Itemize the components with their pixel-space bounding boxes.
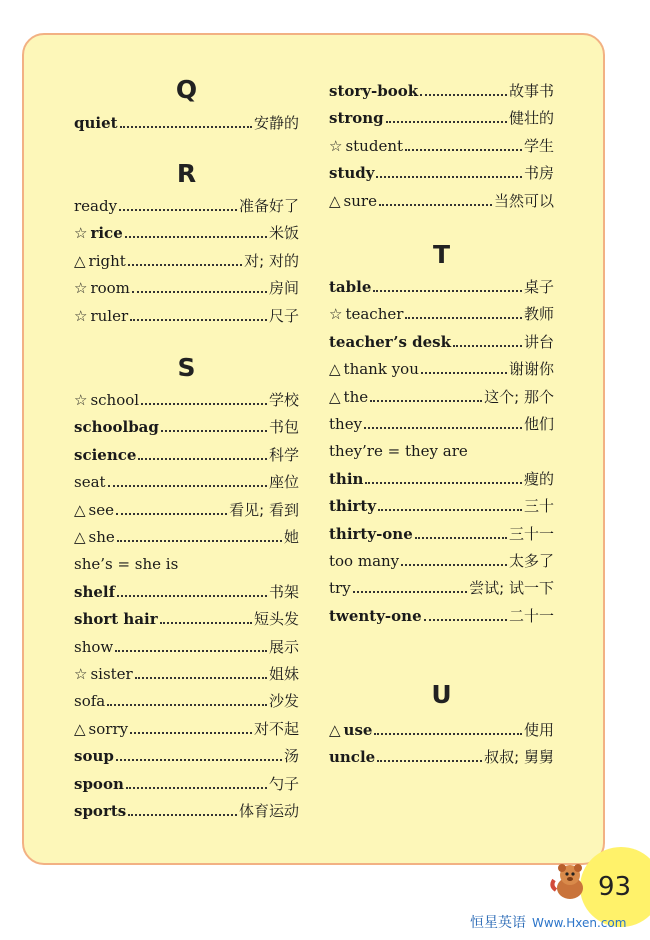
glossary-entry	[329, 602, 554, 626]
triangle-marker-icon: △	[74, 251, 86, 270]
entry-meaning: 当然可以	[493, 191, 554, 210]
glossary-entry	[329, 520, 554, 544]
dot-leader	[138, 458, 267, 460]
entry-word: ready	[74, 197, 118, 215]
dot-leader	[128, 814, 237, 816]
entry-word: short hair	[74, 610, 158, 629]
entry-meaning: 故事书	[508, 82, 554, 100]
section-letter: U	[431, 680, 452, 709]
entry-meaning: 桌子	[523, 278, 554, 296]
entry-meaning: 姐妹	[268, 665, 299, 683]
glossary-entry	[74, 413, 299, 437]
dot-leader	[353, 591, 467, 593]
entry-meaning: 准备好了	[238, 197, 299, 215]
entry-word: science	[74, 445, 137, 464]
entry-word: show	[74, 637, 114, 656]
entry-word: story-book	[329, 82, 419, 100]
section-letter: S	[177, 353, 196, 382]
entry-word: thin	[329, 469, 364, 488]
entry-word: quiet	[74, 114, 118, 132]
glossary-entry	[74, 109, 299, 133]
glossary-entry	[329, 743, 554, 767]
entry-word: table	[329, 278, 372, 296]
entry-word: school	[90, 391, 140, 409]
glossary-entry	[74, 797, 299, 821]
glossary-entry	[74, 302, 299, 326]
glossary-entry	[74, 550, 299, 574]
entry-meaning: 叔叔; 舅舅	[484, 748, 554, 767]
dot-leader	[128, 264, 242, 266]
entry-meaning: 这个; 那个	[484, 387, 554, 406]
triangle-marker-icon: △	[329, 387, 341, 406]
entry-meaning: 汤	[283, 747, 299, 766]
entry-meaning: 体育运动	[238, 802, 299, 820]
entry-word: teacher	[345, 305, 404, 324]
dot-leader	[120, 126, 252, 128]
glossary-panel	[22, 33, 605, 865]
glossary-entry	[329, 104, 554, 128]
dot-leader	[405, 149, 522, 151]
entry-meaning: 健壮的	[508, 109, 554, 128]
entry-meaning: 她	[283, 528, 299, 546]
entry-word: sure	[343, 191, 377, 210]
entry-meaning: 太多了	[508, 552, 554, 570]
entry-meaning: 讲台	[523, 332, 554, 351]
glossary-entry	[329, 383, 554, 407]
triangle-marker-icon: △	[74, 500, 86, 519]
entry-word: study	[329, 164, 375, 183]
glossary-entry	[74, 386, 299, 410]
glossary-entry	[74, 660, 299, 684]
dot-leader	[135, 677, 267, 679]
entry-meaning: 学生	[523, 136, 554, 155]
entry-word: use	[343, 721, 373, 739]
dot-leader	[130, 732, 252, 734]
entry-word: rice	[90, 224, 123, 243]
dot-leader	[415, 537, 507, 539]
dot-leader	[378, 509, 522, 511]
entry-word: they	[329, 415, 363, 433]
dot-leader	[125, 236, 267, 238]
star-marker-icon: ☆	[329, 305, 343, 324]
dot-leader	[141, 403, 267, 405]
entry-word: they’re = they are	[329, 442, 468, 461]
entry-meaning: 书架	[268, 582, 299, 601]
dot-leader	[374, 733, 522, 735]
star-marker-icon: ☆	[74, 665, 88, 683]
dot-leader	[379, 204, 492, 206]
glossary-entry	[329, 465, 554, 489]
entry-word: uncle	[329, 748, 376, 767]
glossary-entry	[329, 328, 554, 352]
glossary-entry	[74, 742, 299, 766]
glossary-entry	[329, 187, 554, 211]
section-letter: T	[432, 240, 451, 269]
entry-word: twenty-one	[329, 606, 422, 625]
entry-meaning: 他们	[523, 415, 554, 433]
entry-meaning: 二十一	[508, 606, 554, 625]
glossary-entry	[329, 300, 554, 324]
triangle-marker-icon: △	[74, 528, 86, 546]
entry-word: seat	[74, 473, 106, 492]
dot-leader	[421, 372, 507, 374]
entry-meaning: 尝试; 试一下	[469, 579, 554, 598]
glossary-entry	[74, 578, 299, 602]
entry-word: ruler	[90, 306, 129, 325]
dot-leader	[126, 787, 267, 789]
dot-leader	[107, 704, 267, 706]
glossary-entry	[329, 159, 554, 183]
entry-meaning: 科学	[268, 445, 299, 464]
section-letter: R	[176, 159, 197, 188]
dot-leader	[377, 760, 482, 762]
entry-meaning: 学校	[268, 391, 299, 409]
entry-meaning: 短头发	[253, 610, 299, 629]
entry-word: teacher’s desk	[329, 332, 451, 351]
entry-word: student	[345, 136, 404, 155]
dot-leader	[405, 317, 522, 319]
footer-url: Www.Hxen.com	[532, 916, 627, 930]
dot-leader	[108, 485, 267, 487]
entry-word: thirty	[329, 497, 377, 516]
dot-leader	[373, 290, 522, 292]
entry-word: she	[88, 528, 115, 546]
triangle-marker-icon: △	[329, 721, 341, 739]
footer-brand: 恒星英语	[470, 915, 526, 931]
dot-leader	[130, 319, 267, 321]
star-marker-icon: ☆	[74, 391, 88, 409]
glossary-entry	[74, 605, 299, 629]
page-number: 93	[598, 872, 632, 902]
dot-leader	[160, 622, 252, 624]
entry-meaning: 米饭	[268, 224, 299, 243]
glossary-entry	[329, 410, 554, 434]
star-marker-icon: ☆	[329, 136, 343, 155]
entry-meaning: 书房	[523, 164, 554, 183]
dot-leader	[370, 400, 482, 402]
entry-word: sorry	[88, 719, 129, 738]
glossary-entry	[329, 547, 554, 571]
entry-meaning: 对不起	[253, 719, 299, 738]
entry-word: right	[88, 251, 126, 270]
entry-word: try	[329, 579, 351, 598]
entry-meaning: 安静的	[253, 114, 299, 132]
dot-leader	[161, 430, 267, 432]
triangle-marker-icon: △	[74, 719, 86, 738]
entry-word: room	[90, 279, 130, 298]
dot-leader	[386, 121, 507, 123]
glossary-entry	[329, 574, 554, 598]
glossary-entry	[329, 273, 554, 297]
dot-leader	[115, 650, 267, 652]
glossary-entry	[74, 219, 299, 243]
entry-meaning: 看见; 看到	[229, 500, 299, 519]
entry-word: soup	[74, 747, 114, 766]
glossary-entry	[329, 716, 554, 740]
glossary-entry	[74, 715, 299, 739]
glossary-entry	[329, 492, 554, 516]
entry-word: thirty-one	[329, 524, 413, 543]
footer-watermark	[470, 912, 626, 932]
entry-meaning: 谢谢你	[508, 360, 554, 379]
star-marker-icon: ☆	[74, 279, 88, 298]
entry-meaning: 房间	[268, 279, 299, 298]
entry-meaning: 尺子	[268, 306, 299, 325]
entry-meaning: 勺子	[268, 774, 299, 793]
entry-meaning: 使用	[523, 721, 554, 739]
star-marker-icon: ☆	[74, 224, 88, 243]
glossary-entry	[74, 192, 299, 216]
glossary-entry	[74, 496, 299, 520]
entry-meaning: 展示	[268, 637, 299, 656]
entry-word: sofa	[74, 692, 106, 711]
entry-word: schoolbag	[74, 418, 159, 437]
triangle-marker-icon: △	[329, 360, 341, 379]
star-marker-icon: ☆	[74, 306, 88, 325]
glossary-entry	[74, 523, 299, 547]
glossary-entry	[74, 247, 299, 271]
glossary-entry	[329, 132, 554, 156]
entry-meaning: 瘦的	[523, 469, 554, 488]
glossary-entry	[329, 437, 554, 461]
entry-word: see	[88, 500, 114, 519]
entry-meaning: 沙发	[268, 692, 299, 711]
triangle-marker-icon: △	[329, 191, 341, 210]
glossary-entry	[329, 355, 554, 379]
entry-word: thank you	[343, 360, 419, 379]
dot-leader	[420, 94, 507, 96]
dot-leader	[117, 540, 282, 542]
dot-leader	[132, 291, 267, 293]
glossary-entry	[74, 770, 299, 794]
glossary-entry	[74, 633, 299, 657]
dot-leader	[119, 209, 237, 211]
entry-meaning: 座位	[268, 473, 299, 492]
entry-word: sports	[74, 802, 127, 820]
entry-meaning: 三十	[523, 497, 554, 516]
entry-word: shelf	[74, 582, 116, 601]
dot-leader	[453, 345, 522, 347]
dot-leader	[424, 619, 507, 621]
entry-word: sister	[90, 665, 133, 683]
dot-leader	[401, 564, 507, 566]
section-letter: Q	[175, 75, 198, 104]
mascot-icon	[548, 860, 592, 904]
glossary-entry	[74, 468, 299, 492]
glossary-entry	[74, 687, 299, 711]
entry-meaning: 三十一	[508, 524, 554, 543]
entry-word: the	[343, 387, 369, 406]
dot-leader	[365, 482, 522, 484]
entry-word: strong	[329, 109, 384, 128]
glossary-entry	[74, 441, 299, 465]
entry-meaning: 对; 对的	[244, 251, 299, 270]
entry-meaning: 书包	[268, 418, 299, 437]
dot-leader	[116, 759, 282, 761]
glossary-entry	[329, 77, 554, 101]
entry-meaning: 教师	[523, 305, 554, 324]
entry-word: she’s = she is	[74, 555, 179, 574]
dot-leader	[376, 176, 522, 178]
dot-leader	[117, 595, 267, 597]
glossary-entry	[74, 274, 299, 298]
dot-leader	[364, 427, 522, 429]
dot-leader	[116, 513, 227, 515]
entry-word: too many	[329, 552, 400, 570]
entry-word: spoon	[74, 774, 124, 793]
